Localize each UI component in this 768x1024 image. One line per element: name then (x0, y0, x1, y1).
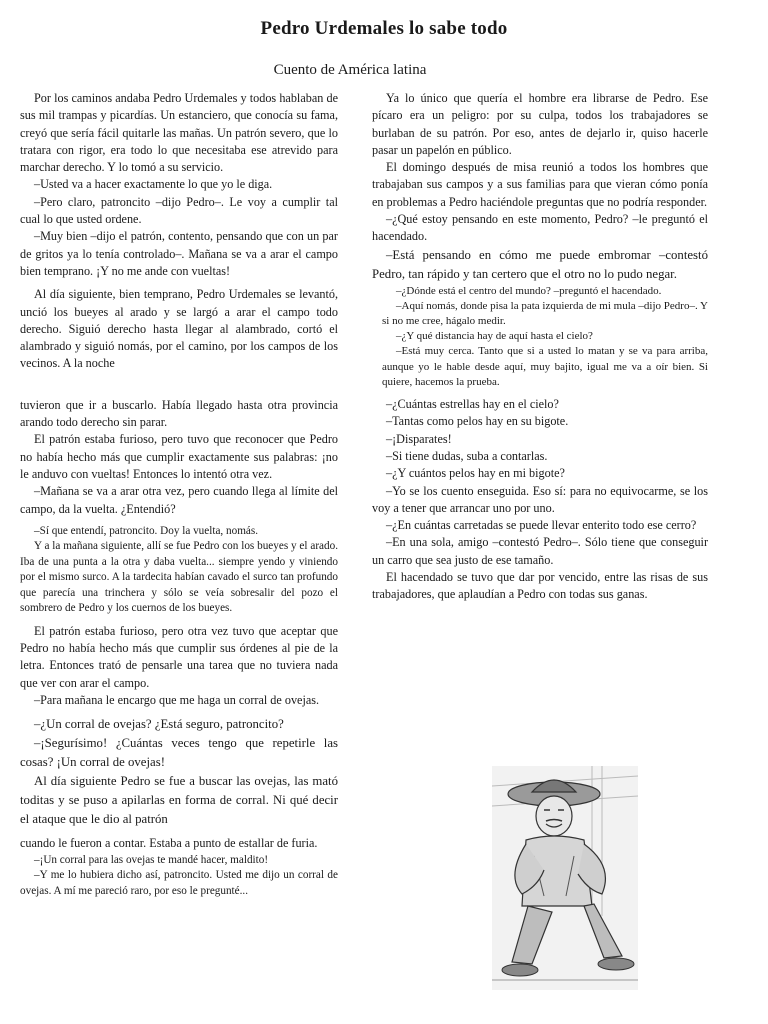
paragraph: –¿Cuántas estrellas hay en el cielo? (386, 397, 559, 412)
paragraph: Al día siguiente, bien temprano, Pedro Urdemales se levantó, unció los bueyes al arado y se largó a arar el campo todo derecho. Siguió derecho hasta llegar al alambrado, cortó el alambrado y siguió nomás, por el camino, por los campos de los vecinos. A la noche (20, 287, 338, 371)
paragraph: –¡Un corral para las ovejas te mandé hacer, maldito! (34, 853, 269, 866)
paragraph: –¿En cuántas carretadas se puede llevar enterito todo ese cerro? (386, 518, 697, 533)
paragraph: Ya lo único que quería el hombre era librarse de Pedro. Ese pícaro era un peligro: por su culpa, todos los trabajadores se burlaban de su patrón. Por eso, antes de dejarlo ir, quiso hacerle pasar un papelón en público. (372, 91, 708, 157)
paragraph: Al día siguiente Pedro se fue a buscar las ovejas, las mató toditas y se puso a apilarlas en forma de corral. Ni qué decir el ataque que le dio al patrón (20, 774, 338, 827)
paragraph: –¿Dónde está el centro del mundo? –preguntó el hacendado. (396, 284, 662, 297)
paragraph: –Está muy cerca. Tanto que si a usted lo matan y se va para arriba, aunque yo le hable desde aquí, muy bajito, igual me va a oír bien. Si quiere, hacemos la prueba. (382, 345, 708, 388)
pedro-urdemales-illustration-icon (492, 766, 638, 990)
paragraph: –Aquí nomás, donde pisa la pata izquierda de mi mula –dijo Pedro–. Y si no me cree, hágalo medir. (382, 299, 708, 328)
right-column (372, 90, 708, 604)
story-title: Pedro Urdemales lo sabe todo (260, 18, 508, 39)
paragraph: –Para mañana le encargo que me haga un corral de ovejas. (34, 693, 320, 708)
left-column (20, 90, 338, 899)
paragraph: –¿Y cuántos pelos hay en mi bigote? (386, 466, 565, 481)
paragraph: –¡Disparates! (386, 431, 452, 446)
paragraph: –Y me lo hubiera dicho así, patroncito. Usted me dijo un corral de ovejas. A mí me pareció raro, por eso le pregunté... (20, 869, 338, 897)
paragraph: –Tantas como pelos hay en su bigote. (386, 414, 569, 429)
paragraph: –Sí que entendí, patroncito. Doy la vuelta, nomás. (34, 524, 259, 537)
paragraph: tuvieron que ir a buscarlo. Había llegado hasta otra provincia arando todo derecho sin parar. (20, 397, 338, 430)
paragraph: Por los caminos andaba Pedro Urdemales y todos hablaban de sus mil trampas y picardías. Un estanciero, que conocía su fama, creyó que sería fácil quitarle las mañas. Un patrón severo, que lo tratara con rigor, era todo lo que necesitaba ese atrevido para marchar derecho. Y lo tomó a su servicio. (20, 91, 338, 175)
paragraph: –Yo se los cuento enseguida. Eso sí: para no equivocarme, se los voy a tener que arrancar uno por uno. (372, 483, 708, 515)
paragraph: El patrón estaba furioso, pero tuvo que reconocer que Pedro no había hecho más que cumplir exactamente sus palabras: ¡no le anduvo con vueltas! Entonces lo intentó otra vez. (20, 432, 338, 481)
paragraph: El hacendado se tuvo que dar por vencido, entre las risas de sus trabajadores, que aplaudían a Pedro con todas sus ganas. (372, 570, 708, 602)
paragraph: –Mañana se va a arar otra vez, pero cuando llega al límite del campo, da la vuelta. ¿Entendió? (20, 484, 338, 516)
paragraph: –Está pensando en cómo me puede embromar –contestó Pedro, tan rápido y tan certero que el otro no lo pudo negar. (372, 247, 708, 281)
paragraph: –Si tiene dudas, suba a contarlas. (386, 448, 548, 463)
paragraph: –Muy bien –dijo el patrón, contento, pensando que con un par de gritos ya lo tenía controlado–. Mañana se va a arar el campo bien temprano. ¡Y no me ande con vueltas! (20, 229, 338, 278)
paragraph: –¿Un corral de ovejas? ¿Está seguro, patroncito? (34, 717, 284, 732)
paragraph: El patrón estaba furioso, pero otra vez tuvo que aceptar que Pedro no había hecho más que cumplir sus órdenes al pie de la letra. Entonces trató de pensarle una tarea que no tuviera nada que ver con arar el campo. (20, 623, 338, 690)
paragraph: –Pero claro, patroncito –dijo Pedro–. Le voy a cumplir tal cual lo que usted ordene. (20, 194, 338, 227)
paragraph: –¿Qué estoy pensando en este momento, Pedro? –le preguntó el hacendado. (372, 212, 708, 244)
paragraph: Y a la mañana siguiente, allí se fue Pedro con los bueyes y el arado. Iba de una punta a la otra y daba vuelta... siempre yendo y viniendo por el mismo surco. A la tardecita habían cavado el surco tan profundo que parecía una trinchera y sólo se veía sobresalir del pozo el sombrero de Pedro y los cuernos de los bueyes. (20, 540, 338, 615)
dialogue-block (372, 284, 708, 390)
paragraph: El domingo después de misa reunió a todos los hombres que trabajaban sus campos y a sus familias para que vieran cómo ponía en problemas a Pedro haciéndole preguntas que no podría responder. (372, 160, 708, 209)
paragraph: cuando le fueron a contar. Estaba a punto de estallar de furia. (20, 836, 318, 851)
paragraph: –¿Y qué distancia hay de aquí hasta el cielo? (396, 330, 593, 343)
story-subtitle: Cuento de América latina (273, 62, 427, 78)
paragraph: –En una sola, amigo –contestó Pedro–. Sólo tiene que conseguir un carro que sea justo de ese tamaño. (372, 535, 708, 567)
paragraph: –¡Segurísimo! ¿Cuántas veces tengo que repetirle las cosas? ¡Un corral de ovejas! (20, 736, 338, 770)
paragraph: –Usted va a hacer exactamente lo que yo le diga. (34, 177, 273, 192)
